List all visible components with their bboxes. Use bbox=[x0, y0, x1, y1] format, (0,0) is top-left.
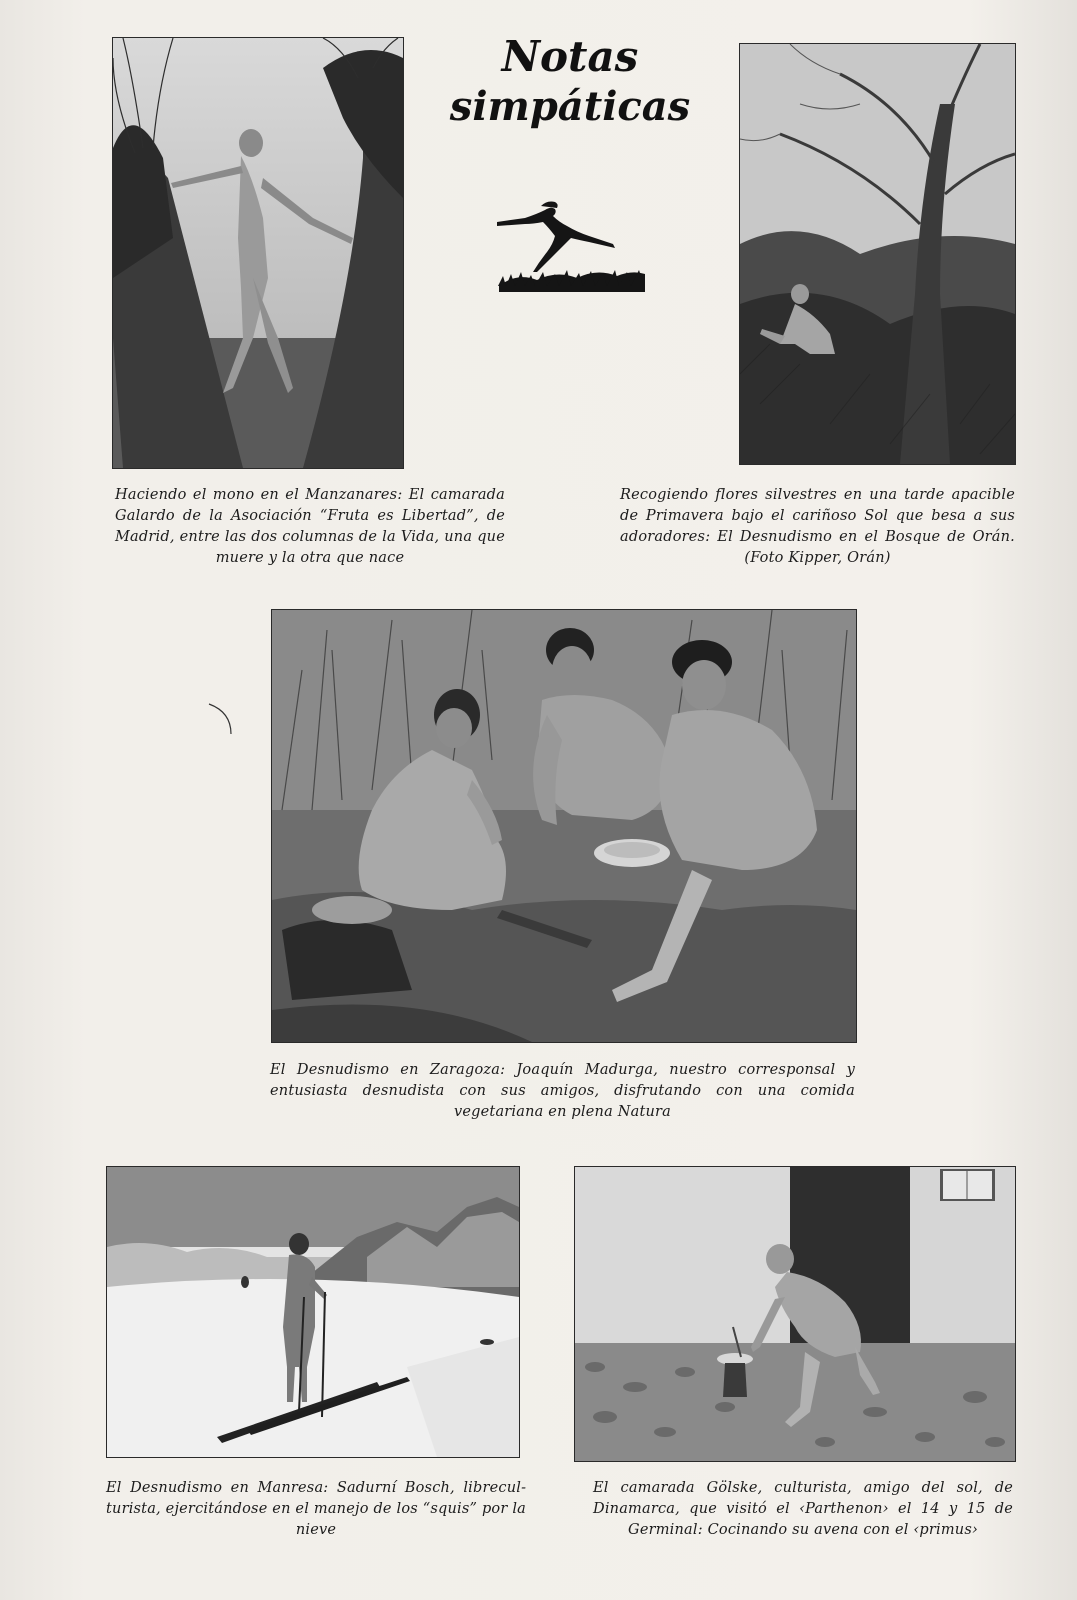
title-line-2: simpáticas bbox=[449, 83, 691, 130]
caption-manresa: El Desnudismo en Manresa: Sadurní Bosch, libreculturista, ejercitándose en el manejo de los “squis” por la nieve bbox=[106, 1480, 526, 1538]
leaping-figure-icon bbox=[497, 200, 647, 295]
ink-mark-decoration bbox=[205, 700, 235, 740]
photo-manresa bbox=[106, 1166, 520, 1458]
page-title bbox=[420, 32, 720, 132]
caption-golske: El camarada Gölske, culturista, amigo del sol, de Dinamarca, que visitó el ‹Parthenon› el 14 y 15 de Germinal: Cocinando su avena con el ‹primus› bbox=[593, 1480, 1013, 1538]
title-line-1: Notas bbox=[501, 32, 639, 81]
photo-zaragoza bbox=[271, 609, 857, 1043]
caption-manzanares: Haciendo el mono en el Manzanares: El camarada Galardo de la Asociación “Fruta es Libertad”, de Madrid, entre las dos columnas de la Vida, una que muere y la otra que nace bbox=[115, 487, 505, 566]
photo-golske bbox=[574, 1166, 1016, 1462]
photo-oran bbox=[739, 43, 1016, 465]
caption-oran: Recogiendo flores silvestres en una tarde apacible de Primavera bajo el cariñoso Sol que besa a sus adoradores: El Desnudismo en el Bosque de Orán. (Foto Kipper, Orán) bbox=[620, 487, 1015, 566]
photo-manzanares bbox=[112, 37, 404, 469]
caption-zaragoza: El Desnudismo en Zaragoza: Joaquín Madurga, nuestro corresponsal y entusiasta desnudista con sus amigos, disfrutando con una comida vegetariana en plena Natura bbox=[270, 1062, 855, 1120]
